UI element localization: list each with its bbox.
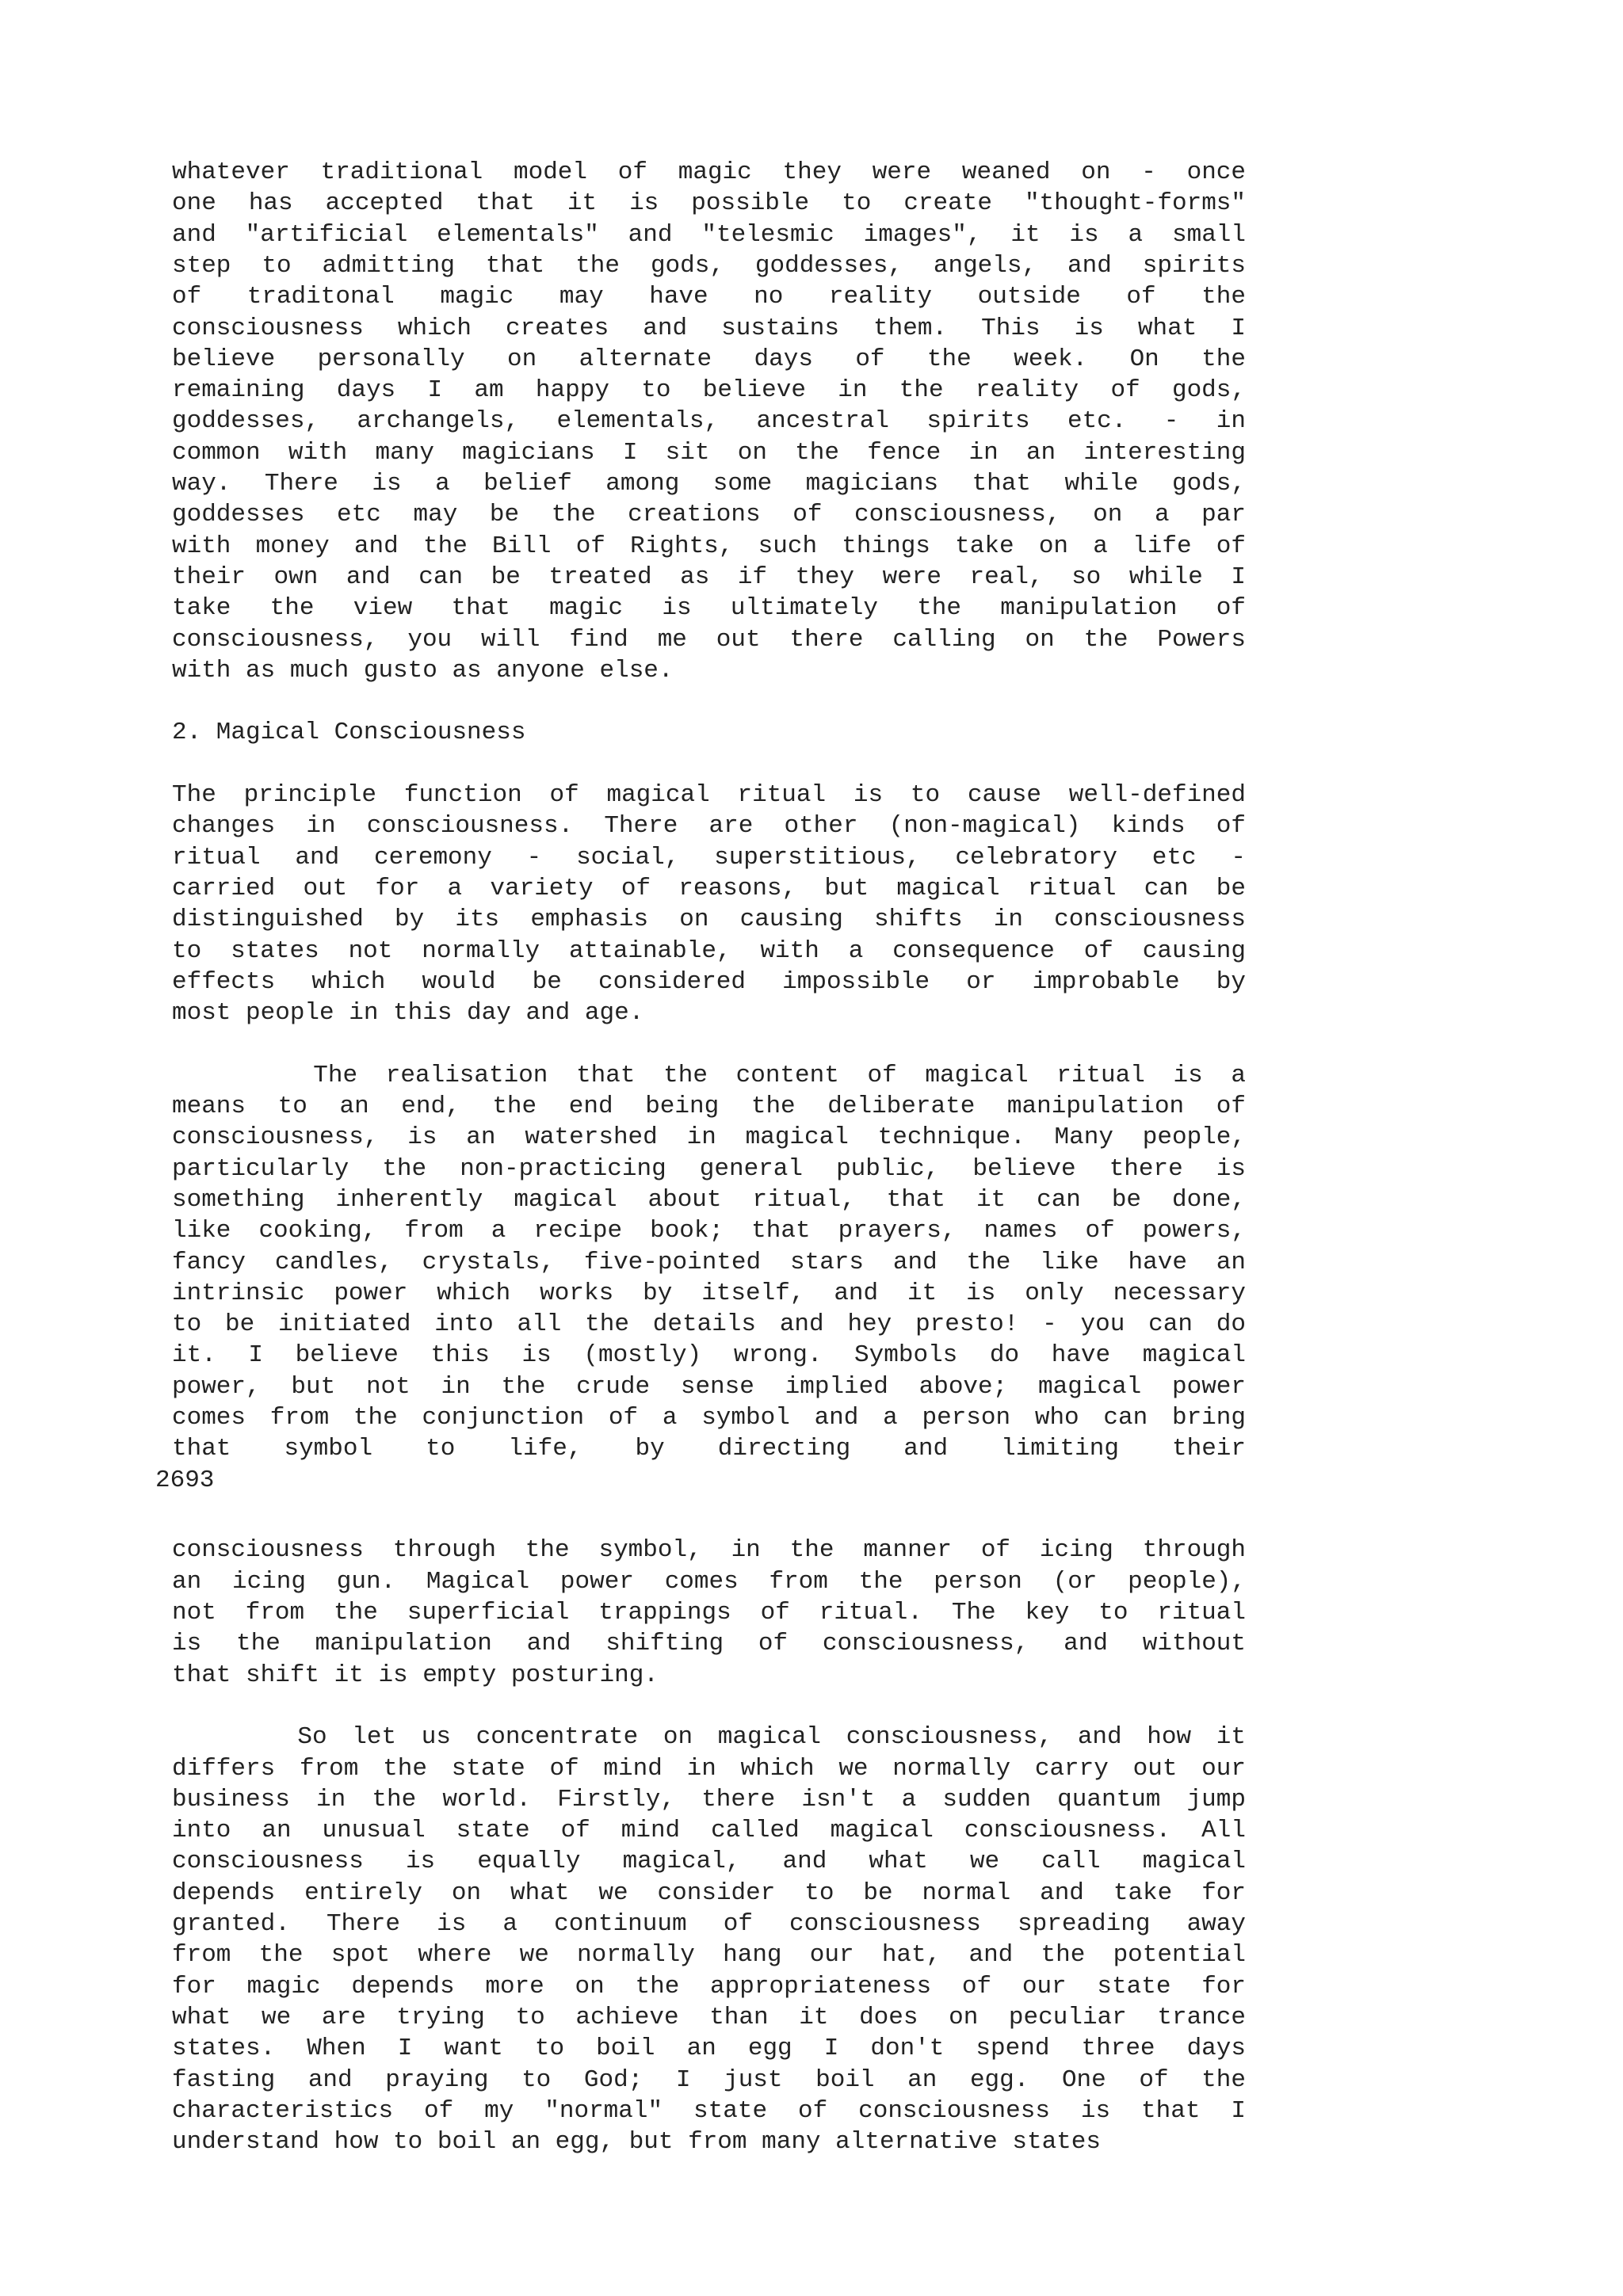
- text-line: step to admitting that the gods, goddesses, angels, and spirits: [172, 251, 1246, 280]
- text-line: consciousness through the symbol, in the manner of icing through: [172, 1536, 1246, 1565]
- text-line: believe personally on alternate days of the week. On the: [172, 345, 1246, 373]
- text-line: something inherently magical about ritual, that it can be done,: [172, 1185, 1246, 1214]
- text-line: that symbol to life, by directing and limiting their: [172, 1435, 1246, 1463]
- text-line: goddesses, archangels, elementals, ancestral spirits etc. - in: [172, 407, 1246, 436]
- text-line: comes from the conjunction of a symbol and a person who can bring: [172, 1404, 1246, 1432]
- text-line: means to an end, the end being the deliberate manipulation of: [172, 1093, 1246, 1120]
- text-line: and "artificial elementals" and "telesmic images", it is a small: [172, 220, 1246, 249]
- text-line: one has accepted that it is possible to create "thought-forms": [172, 189, 1246, 218]
- text-line: what we are trying to achieve than it does on peculiar trance: [172, 2003, 1246, 2031]
- text-line: ritual and ceremony - social, superstitious, celebratory etc -: [172, 843, 1246, 871]
- text-line: fasting and praying to God; I just boil an egg. One of the: [172, 2065, 1246, 2094]
- text-line: particularly the non-practicing general public, believe there is: [172, 1154, 1246, 1183]
- text-line: most people in this day and age.: [172, 999, 644, 1028]
- text-line: fancy candles, crystals, five-pointed stars and the like have an: [172, 1248, 1246, 1276]
- text-line: So let us concentrate on magical consciousness, and how it: [172, 1723, 1246, 1752]
- text-line: from the spot where we normally hang our hat, and the potential: [172, 1941, 1246, 1970]
- text-line: goddesses etc may be the creations of consciousness, on a par: [172, 501, 1246, 529]
- text-line: distinguished by its emphasis on causing shifts in consciousness: [172, 906, 1246, 934]
- text-line: with as much gusto as anyone else.: [172, 656, 674, 685]
- text-line: an icing gun. Magical power comes from the person (or people),: [172, 1567, 1246, 1596]
- text-line: remaining days I am happy to believe in the reality of gods,: [172, 376, 1246, 405]
- text-line: carried out for a variety of reasons, but magical ritual can be: [172, 874, 1246, 902]
- text-line: power, but not in the crude sense implied above; magical power: [172, 1372, 1246, 1401]
- text-line: of traditonal magic may have no reality outside of the: [172, 283, 1246, 311]
- text-line: like cooking, from a recipe book; that prayers, names of powers,: [172, 1217, 1246, 1245]
- text-line: characteristics of my "normal" state of consciousness is that I: [172, 2096, 1246, 2125]
- text-line: differs from the state of mind in which we normally carry out our: [172, 1754, 1246, 1783]
- text-line: whatever traditional model of magic they were weaned on - once: [172, 158, 1246, 186]
- text-line: it. I believe this is (mostly) wrong. Symbols do have magical: [172, 1341, 1246, 1370]
- text-line: to be initiated into all the details and hey presto! - you can do: [172, 1310, 1246, 1339]
- text-line: understand how to boil an egg, but from many alternative states: [172, 2128, 1101, 2157]
- text-line: consciousness is equally magical, and what we call magical: [172, 1848, 1246, 1876]
- text-line: for magic depends more on the appropriateness of our state for: [172, 1972, 1246, 2000]
- text-line: changes in consciousness. There are other (non-magical) kinds of: [172, 812, 1246, 841]
- text-line: not from the superficial trappings of ritual. The key to ritual: [172, 1599, 1246, 1627]
- text-line: common with many magicians I sit on the fence in an interesting: [172, 438, 1246, 467]
- text-line: consciousness which creates and sustains them. This is what I: [172, 314, 1246, 342]
- text-line: consciousness, is an watershed in magical technique. Many people,: [172, 1123, 1246, 1152]
- text-line: The realisation that the content of magical ritual is a: [172, 1061, 1246, 1089]
- text-line: states. When I want to boil an egg I don't spend three days: [172, 2035, 1246, 2063]
- text-line: way. There is a belief among some magicians that while gods,: [172, 470, 1246, 498]
- text-line: that shift it is empty posturing.: [172, 1661, 659, 1689]
- text-line: to states not normally attainable, with a consequence of causing: [172, 936, 1246, 965]
- text-line: business in the world. Firstly, there isn't a sudden quantum jump: [172, 1785, 1246, 1814]
- text-line: consciousness, you will find me out there calling on the Powers: [172, 625, 1246, 654]
- text-line: is the manipulation and shifting of consciousness, and without: [172, 1630, 1246, 1658]
- section-heading: 2. Magical Consciousness: [172, 719, 526, 747]
- text-line: their own and can be treated as if they were real, so while I: [172, 563, 1246, 591]
- page-number: 2693: [155, 1466, 215, 1494]
- text-line: intrinsic power which works by itself, and it is only necessary: [172, 1279, 1246, 1307]
- text-line: depends entirely on what we consider to be normal and take for: [172, 1878, 1246, 1907]
- text-line: into an unusual state of mind called magical consciousness. All: [172, 1817, 1246, 1845]
- text-line: The principle function of magical ritual is to cause well-defined: [172, 781, 1246, 809]
- text-line: effects which would be considered impossible or improbable by: [172, 967, 1246, 996]
- text-line: granted. There is a continuum of consciousness spreading away: [172, 1910, 1246, 1938]
- text-line: with money and the Bill of Rights, such things take on a life of: [172, 532, 1246, 560]
- text-line: take the view that magic is ultimately the manipulation of: [172, 594, 1246, 623]
